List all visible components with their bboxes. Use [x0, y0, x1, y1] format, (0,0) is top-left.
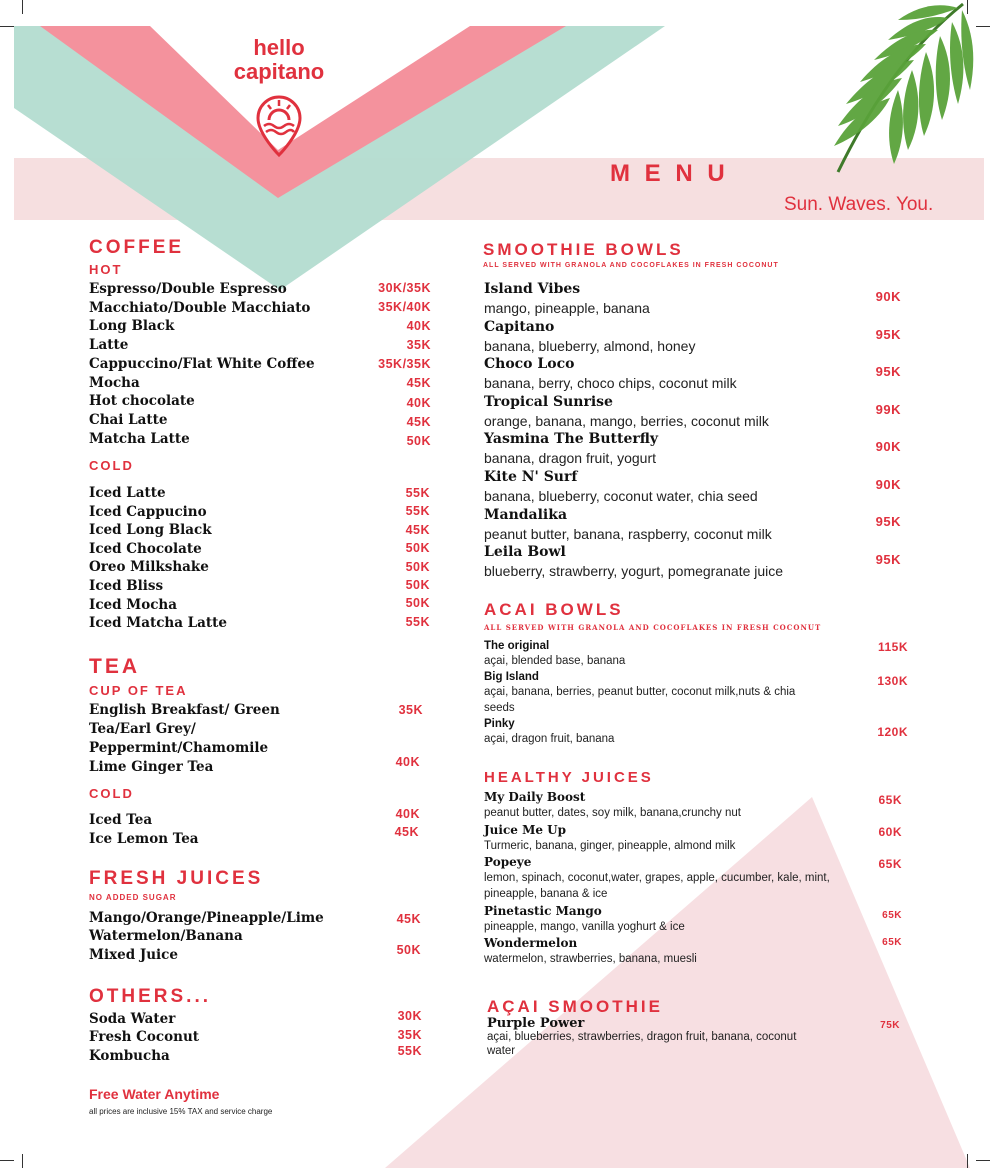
smoothie-bowl-name: Leila Bowl [484, 544, 566, 561]
others-item: Kombucha [89, 1048, 170, 1064]
coffee-hot-price: 40K [406, 319, 431, 333]
healthy-juice-name: Wondermelon [484, 936, 578, 950]
others-item: Soda Water [89, 1011, 176, 1027]
others-title: OTHERS... [89, 986, 212, 1007]
smoothie-bowl-name: Island Vibes [484, 281, 581, 297]
healthy-juice-price: 60K [878, 825, 902, 839]
coffee-hot-item: Long Black [89, 318, 175, 335]
others-price: 30K [397, 1009, 422, 1023]
tax-note: all prices are inclusive 15% TAX and service charge [89, 1107, 273, 1116]
smoothie-bowl-desc: banana, berry, choco chips, coconut milk [484, 375, 737, 392]
tea-cup-line: Peppermint/Chamomile [89, 740, 269, 756]
coffee-cold-price: 55K [405, 615, 430, 629]
healthy-juice-desc: pineapple, mango, vanilla yoghurt & ice [484, 921, 685, 933]
tea-lime-name: Lime Ginger Tea [89, 759, 214, 775]
coffee-hot-item: Macchiato/Double Macchiato [89, 299, 311, 316]
acai-smoothie-title: AÇAI SMOOTHIE [487, 997, 663, 1016]
others-item: Fresh Coconut [89, 1029, 200, 1045]
healthy-juice-name: Pinetastic Mango [484, 904, 602, 918]
others-price: 35K [397, 1028, 422, 1042]
acai-bowl-price: 120K [877, 725, 908, 739]
coffee-hot-item: Matcha Latte [89, 430, 190, 447]
coffee-hot-price: 35K/35K [378, 357, 431, 371]
coffee-hot-item: Cappuccino/Flat White Coffee [89, 355, 315, 372]
healthy-juice-name: Popeye [484, 855, 532, 869]
coffee-hot-item: Espresso/Double Espresso [89, 281, 287, 297]
tea-cup-line: Tea/Earl Grey/ [89, 721, 196, 737]
coffee-title: COFFEE [89, 237, 185, 258]
smoothie-bowl-desc: banana, blueberry, almond, honey [484, 337, 696, 354]
smoothie-bowl-price: 95K [875, 552, 901, 567]
healthy-juice-name: Juice Me Up [484, 823, 567, 837]
coffee-cold-price: 55K [405, 486, 430, 500]
others-price: 55K [397, 1044, 422, 1058]
healthy-juice-price: 65K [882, 937, 902, 948]
coffee-hot-item: Mocha [89, 374, 140, 391]
coffee-hot-price: 30K/35K [378, 281, 431, 295]
smoothie-bowls-title: SMOOTHIE BOWLS [483, 240, 684, 259]
tea-cold-label: COLD [89, 786, 134, 801]
tagline: Sun. Waves. You. [784, 194, 934, 215]
healthy-juice-desc: Turmeric, banana, ginger, pineapple, almond milk [484, 840, 736, 852]
smoothie-bowl-price: 90K [875, 439, 901, 454]
smoothie-bowl-name: Kite N' Surf [484, 469, 578, 485]
smoothie-bowl-desc: mango, pineapple, banana [484, 300, 650, 316]
coffee-hot-price: 35K [406, 338, 431, 352]
coffee-hot-label: HOT [89, 262, 123, 277]
coffee-hot-item: Latte [89, 337, 129, 354]
healthy-juice-price: 65K [878, 793, 902, 807]
smoothie-bowl-price: 95K [875, 364, 901, 379]
fresh-juices-mixed-price: 50K [396, 943, 421, 957]
coffee-hot-item: Hot chocolate [89, 393, 195, 410]
healthy-juice-desc: lemon, spinach, coconut,water, grapes, apple, cucumber, kale, mint, [484, 872, 830, 884]
coffee-cold-item: Iced Long Black [89, 522, 212, 539]
smoothie-bowl-desc: banana, dragon fruit, yogurt [484, 450, 657, 467]
coffee-cold-item: Oreo Milkshake [89, 559, 209, 576]
brand-logo [224, 36, 334, 84]
healthy-juices-title: HEALTHY JUICES [484, 769, 654, 786]
fresh-juices-line: Watermelon/Banana [89, 928, 243, 944]
fresh-juices-title: FRESH JUICES [89, 868, 264, 889]
coffee-cold-item: Iced Cappucino [89, 503, 207, 520]
acai-bowl-price: 115K [877, 640, 908, 654]
brand-line2: capitano [233, 59, 325, 84]
coffee-cold-price: 50K [405, 560, 430, 574]
coffee-hot-price: 45K [406, 415, 431, 429]
fresh-juices-line: Mango/Orange/Pineapple/Lime [89, 910, 324, 926]
tea-cold-item: Iced Tea [89, 812, 153, 828]
smoothie-bowl-price: 95K [875, 327, 901, 342]
sun-waves-pin-icon [252, 92, 306, 158]
smoothie-bowl-desc: blueberry, strawberry, yogurt, pomegranate juice [484, 563, 784, 580]
smoothie-bowl-name: Choco Loco [484, 356, 575, 373]
palm-leaf-icon [748, 0, 978, 180]
smoothie-bowl-desc: banana, blueberry, coconut water, chia seed [484, 488, 758, 504]
smoothie-bowl-name: Mandalika [484, 506, 568, 523]
acai-bowl-name: The original [484, 640, 550, 652]
smoothie-bowl-desc: orange, banana, mango, berries, coconut milk [484, 412, 769, 429]
tea-cold-price: 45K [394, 825, 419, 839]
coffee-cold-price: 45K [405, 523, 430, 537]
coffee-hot-price: 35K/40K [378, 300, 431, 314]
healthy-juice-desc: peanut butter, dates, soy milk, banana,crunchy nut [484, 807, 741, 819]
acai-bowl-name: Pinky [484, 718, 515, 730]
coffee-cold-item: Iced Mocha [89, 596, 177, 613]
coffee-hot-item: Chai Latte [89, 411, 168, 428]
fresh-juices-note: NO ADDED SUGAR [89, 893, 177, 902]
coffee-cold-item: Iced Bliss [89, 578, 164, 594]
smoothie-bowl-name: Yasmina The Butterfly [484, 431, 659, 448]
healthy-juice-price: 65K [878, 857, 902, 871]
acai-bowl-desc: açai, blended base, banana [484, 655, 626, 667]
coffee-cold-price: 50K [405, 578, 430, 592]
coffee-cold-item: Iced Latte [89, 485, 166, 501]
acai-smoothie-price: 75K [880, 1020, 900, 1031]
coffee-hot-price: 50K [406, 434, 431, 448]
smoothie-bowl-name: Capitano [484, 318, 555, 335]
tea-cup-line: English Breakfast/ Green [89, 702, 280, 718]
tea-title: TEA [89, 655, 140, 678]
smoothie-bowls-note: ALL SERVED WITH GRANOLA AND COCOFLAKES IN FRESH COCONUT [483, 262, 779, 269]
tea-cold-item: Ice Lemon Tea [89, 831, 199, 847]
tea-cold-price: 40K [395, 807, 420, 821]
acai-bowl-price: 130K [877, 674, 908, 688]
free-water-note: Free Water Anytime [89, 1086, 220, 1102]
fresh-juices-mixed: Mixed Juice [89, 947, 178, 963]
healthy-juice-desc: pineapple, banana & ice [484, 888, 608, 900]
fresh-juices-price: 45K [396, 912, 421, 926]
smoothie-bowl-price: 90K [875, 289, 901, 304]
smoothie-bowl-desc: peanut butter, banana, raspberry, coconut milk [484, 525, 772, 542]
healthy-juice-name: My Daily Boost [484, 790, 586, 804]
coffee-cold-item: Iced Matcha Latte [89, 615, 227, 632]
smoothie-bowl-price: 90K [875, 477, 901, 492]
coffee-cold-price: 50K [405, 596, 430, 610]
coffee-cold-label: COLD [89, 458, 134, 473]
healthy-juice-desc: watermelon, strawberries, banana, muesli [484, 953, 697, 965]
coffee-cold-item: Iced Chocolate [89, 540, 202, 557]
tea-lime-price: 40K [395, 755, 420, 769]
acai-bowls-title: ACAI BOWLS [484, 600, 624, 619]
tea-cup-label: CUP OF TEA [89, 683, 188, 698]
acai-bowls-note: ALL SERVED WITH GRANOLA AND COCOFLAKES IN FRESH COCONUT [484, 623, 822, 632]
coffee-cold-price: 50K [405, 541, 430, 555]
smoothie-bowl-price: 95K [875, 514, 901, 529]
brand-line1: hello [253, 35, 305, 60]
acai-smoothie-desc: açai, blueberries, strawberries, dragon fruit, banana, coconut [487, 1031, 797, 1043]
coffee-hot-price: 45K [406, 376, 431, 390]
smoothie-bowl-price: 99K [875, 402, 901, 417]
coffee-cold-price: 55K [405, 504, 430, 518]
acai-smoothie-desc: water [487, 1045, 516, 1057]
acai-bowl-desc: açai, dragon fruit, banana [484, 733, 615, 745]
acai-smoothie-name: Purple Power [487, 1016, 585, 1031]
smoothie-bowl-name: Tropical Sunrise [484, 393, 613, 410]
acai-bowl-desc: seeds [484, 701, 515, 714]
acai-bowl-name: Big Island [484, 671, 539, 683]
menu-title: M E N U [610, 160, 729, 187]
acai-bowl-desc: açai, banana, berries, peanut butter, coconut milk,nuts & chia [484, 686, 796, 698]
healthy-juice-price: 65K [882, 910, 902, 921]
tea-cup-price: 35K [398, 703, 423, 717]
coffee-hot-price: 40K [406, 396, 431, 410]
